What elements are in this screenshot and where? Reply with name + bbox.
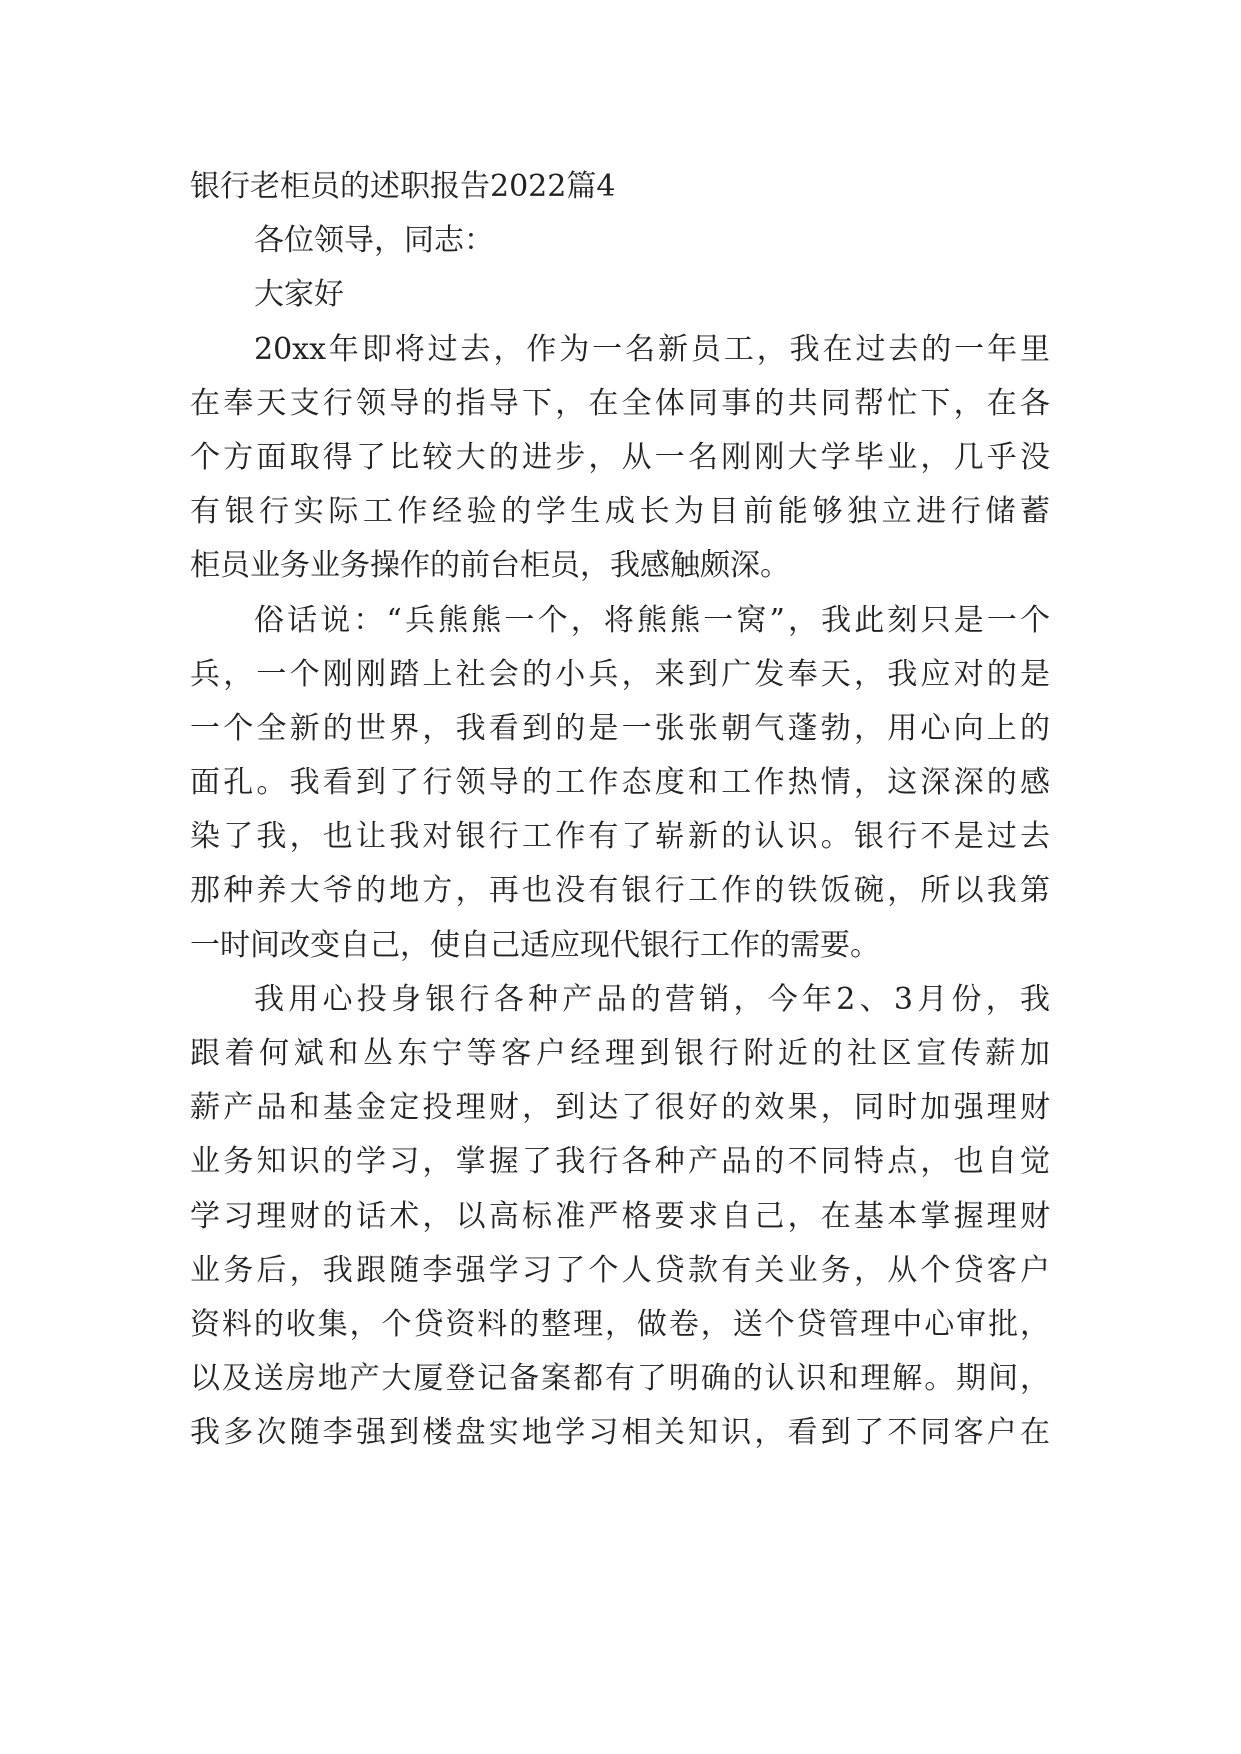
text-line: 薪产品和基金定投理财，到达了很好的效果，同时加强理财 bbox=[190, 1090, 1050, 1126]
text-line: 那种养大爷的地方，再也没有银行工作的铁饭碗，所以我第 bbox=[190, 873, 1050, 909]
text-line: 业务知识的学习，掌握了我行各种产品的不同特点，也自觉 bbox=[190, 1144, 1050, 1180]
text-line: 面孔。我看到了行领导的工作态度和工作热情，这深深的感 bbox=[190, 765, 1050, 801]
document-title: 银行老柜员的述职报告2022篇4 bbox=[190, 169, 616, 204]
text-line: 柜员业务业务操作的前台柜员，我感触颇深。 bbox=[190, 548, 790, 584]
text-line: 一个全新的世界，我看到的是一张张朝气蓬勃，用心向上的 bbox=[190, 710, 1050, 746]
text-line: 染了我，也让我对银行工作有了崭新的认识。银行不是过去 bbox=[190, 819, 1050, 855]
text-line: 我用心投身银行各种产品的营销，今年2、3月份，我 bbox=[254, 981, 1050, 1017]
text-line: 有银行实际工作经验的学生成长为目前能够独立进行储蓄 bbox=[190, 494, 1050, 530]
text-line: 一时间改变自己，使自己适应现代银行工作的需要。 bbox=[190, 927, 880, 963]
document-body bbox=[190, 160, 1050, 1461]
text-line: 业务后，我跟随李强学习了个人贷款有关业务，从个贷客户 bbox=[190, 1252, 1050, 1288]
text-line: 各位领导，同志： bbox=[254, 223, 494, 259]
paragraph-lines bbox=[190, 214, 1050, 1460]
text-line: 兵，一个刚刚踏上社会的小兵，来到广发奉天，我应对的是 bbox=[190, 656, 1050, 692]
text-line: 大家好 bbox=[254, 277, 344, 313]
text-line: 学习理财的话术，以高标准严格要求自己，在基本掌握理财 bbox=[190, 1198, 1050, 1234]
text-line: 俗话说：“兵熊熊一个，将熊熊一窝”，我此刻只是一个 bbox=[254, 602, 1050, 638]
text-line: 资料的收集，个贷资料的整理，做卷，送个贷管理中心审批， bbox=[190, 1306, 1050, 1342]
text-line: 个方面取得了比较大的进步，从一名刚刚大学毕业，几乎没 bbox=[190, 439, 1050, 475]
text-line: 20xx年即将过去，作为一名新员工，我在过去的一年里 bbox=[254, 331, 1050, 367]
text-line: 在奉天支行领导的指导下，在全体同事的共同帮忙下，在各 bbox=[190, 385, 1050, 421]
text-line: 跟着何斌和丛东宁等客户经理到银行附近的社区宣传薪加 bbox=[190, 1036, 1050, 1071]
text-line: 我多次随李强到楼盘实地学习相关知识，看到了不同客户在 bbox=[190, 1415, 1050, 1451]
text-line: 以及送房地产大厦登记备案都有了明确的认识和理解。期间， bbox=[190, 1361, 1050, 1397]
